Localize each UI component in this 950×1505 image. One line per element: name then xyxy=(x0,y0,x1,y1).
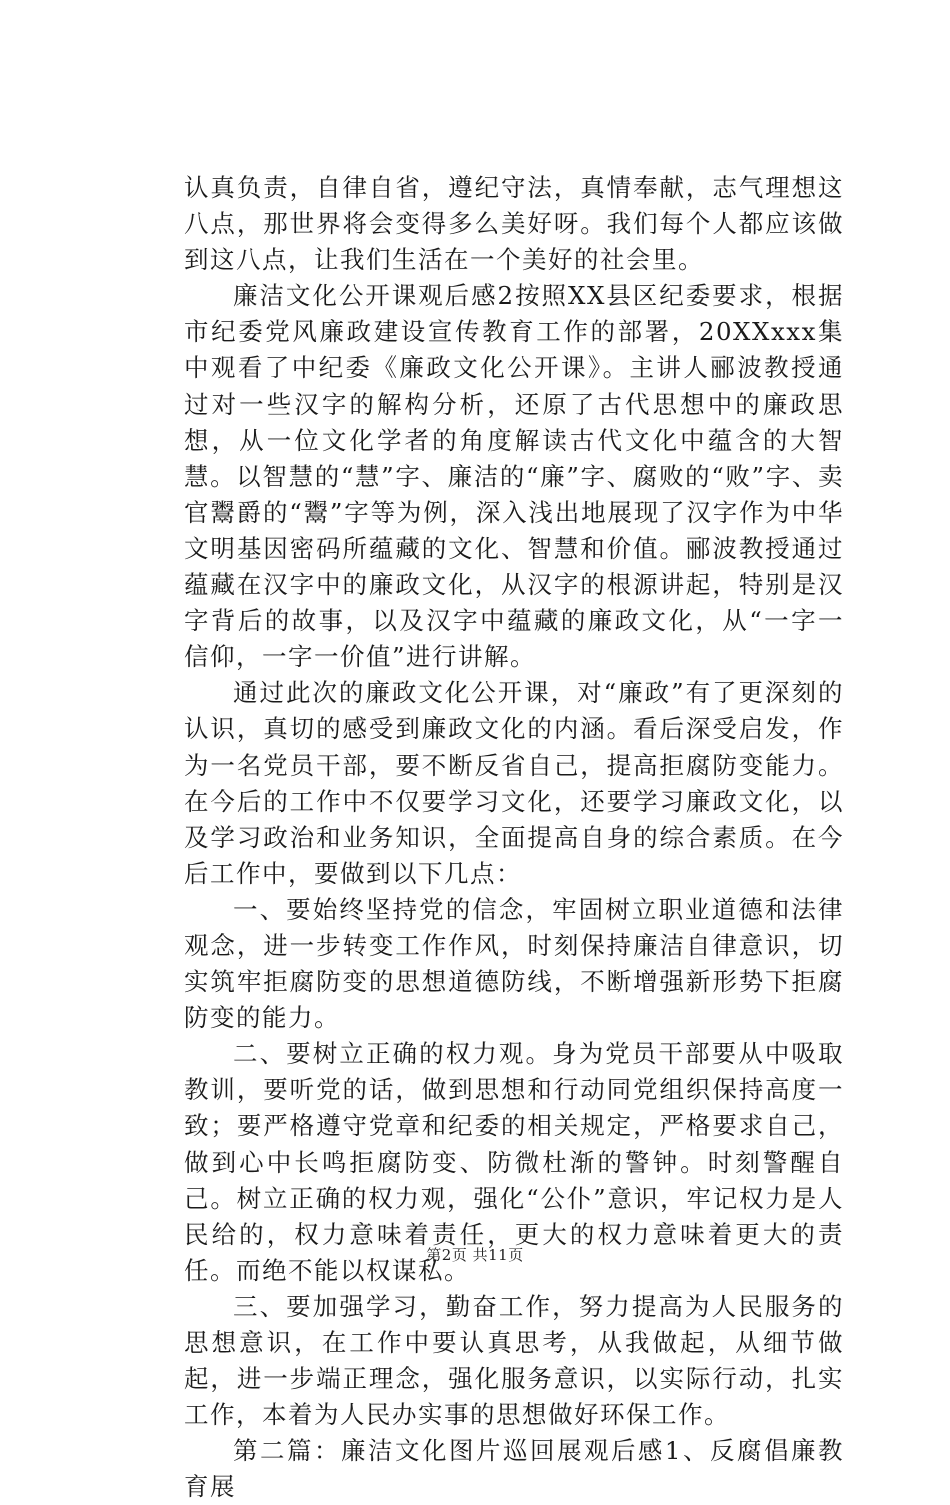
paragraph-point-three: 三、要加强学习，勤奋工作，努力提高为人民服务的思想意识，在工作中要认真思考，从我做起，从细节做起，进一步端正理念，强化服务意识，以实际行动，扎实工作，本着为人民办实事的思想做好环保工作。 xyxy=(184,1291,844,1430)
paragraph-reflection: 通过此次的廉政文化公开课，对“廉政”有了更深刻的认识，真切的感受到廉政文化的内涵。看后深受启发，作为一名党员干部，要不断反省自己，提高拒腐防变能力。在今后的工作中不仅要学习文化，还要学习廉政文化，以及学习政治和业务知识，全面提高自身的综合素质。在今后工作中，要做到以下几点： xyxy=(184,678,844,888)
paragraph-continued: 认真负责，自律自省，遵纪守法，真情奉献，志气理想这八点，那世界将会变得多么美好呀。我们每个人都应该做到这八点，让我们生活在一个美好的社会里。 xyxy=(184,173,844,275)
paragraph-point-two: 二、要树立正确的权力观。身为党员干部要从中吸取教训，要听党的话，做到思想和行动同党组织保持高度一致；要严格遵守党章和纪委的相关规定，严格要求自己，做到心中长鸣拒腐防变、防微杜渐的警钟。时刻警醒自己。树立正确的权力观，强化“公仆”意识，牢记权力是人民给的，权力意味着责任，更大的权力意味着更大的责任。而绝不能以权谋私。 xyxy=(184,1039,844,1285)
document-body xyxy=(184,170,844,1505)
page-number-footer: 第2页 共11页 xyxy=(426,1246,524,1264)
paragraph-point-one: 一、要始终坚持党的信念，牢固树立职业道德和法律观念，进一步转变工作作风，时刻保持廉洁自律意识，切实筑牢拒腐防变的思想道德防线，不断增强新形势下拒腐防变的能力。 xyxy=(184,894,844,1033)
paragraph-open-class-review: 廉洁文化公开课观后感2按照XX县区纪委要求，根据市纪委党风廉政建设宣传教育工作的部署，20XXxxx集中观看了中纪委《廉政文化公开课》。主讲人郦波教授通过对一些汉字的解构分析，还原了古代思想中的廉政思想，从一位文化学者的角度解读古代文化中蕴含的大智慧。以智慧的“慧”字、廉洁的“廉”字、腐败的“败”字、卖官鬻爵的“鬻”字等为例，深入浅出地展现了汉字作为中华文明基因密码所蕴藏的文化、智慧和价值。郦波教授通过蕴藏在汉字中的廉政文化，从汉字的根源讲起，特别是汉字背后的故事，以及汉字中蕴藏的廉政文化，从“一字一信仰，一字一价值”进行讲解。 xyxy=(184,281,844,672)
paragraph-second-article-start: 第二篇：廉洁文化图片巡回展观后感1、反腐倡廉教育展 xyxy=(184,1436,844,1502)
